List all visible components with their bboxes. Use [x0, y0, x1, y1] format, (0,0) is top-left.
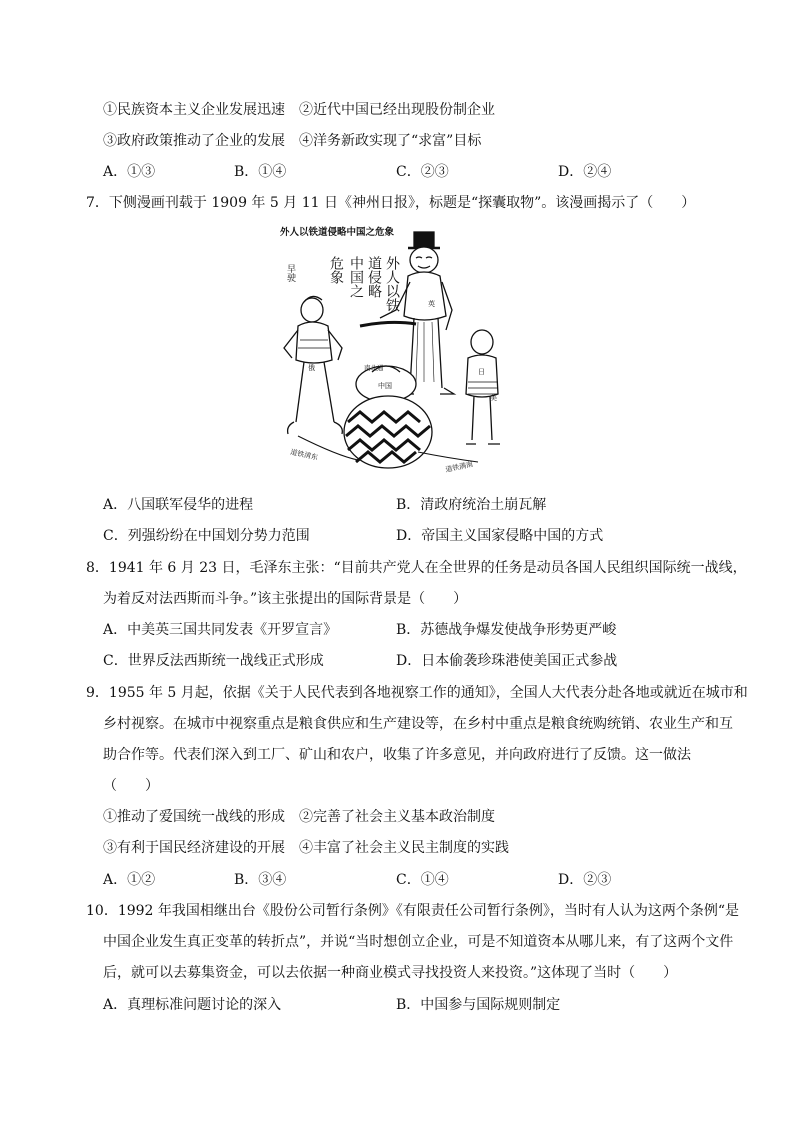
q7-option-b[interactable]: B．清政府统治土崩瓦解: [396, 497, 547, 513]
q7-stem: 7．下侧漫画刊载于 1909 年 5 月 11 日《神州日报》，标题是“探囊取物”。该漫画揭示了（ ）: [86, 195, 696, 211]
q9-option-a[interactable]: A．①②: [103, 872, 156, 888]
label-e: 俄: [308, 364, 315, 372]
q8-option-c[interactable]: C．世界反法西斯统一战线正式形成: [103, 653, 324, 669]
q9-stem-line-1: 9．1955 年 5 月起，依据《关于人民代表到各地视察工作的通知》，全国人大代表分赴各地或就近在城市和: [86, 685, 748, 701]
label-mei: 美: [490, 394, 497, 402]
q9-option-d[interactable]: D．②③: [558, 872, 612, 888]
cartoon-vertical-text-2: 道侵略: [366, 256, 382, 298]
q9-stem-line-2: 乡村视察。在城市中视察重点是粮食供应和生产建设等，在乡村中重点是粮食统购统销、农业生产和互: [103, 716, 733, 732]
q7-option-d[interactable]: D．帝国主义国家侵略中国的方式: [396, 528, 604, 544]
label-bag: 中国: [378, 382, 392, 390]
q6-statements-line-1: ①民族资本主义企业发展迅速 ②近代中国已经出现股份制企业: [103, 102, 495, 118]
q9-statements-line-2: ③有利于国民经济建设的开展 ④丰富了社会主义民主制度的实践: [103, 840, 509, 856]
q6-option-d[interactable]: D．②④: [558, 164, 612, 180]
label-ying: 英: [428, 300, 435, 308]
label-rail-1: 南北通: [364, 364, 384, 372]
cartoon-drawing: [268, 222, 512, 484]
q8-stem-line-2: 为着反对法西斯而斗争。”该主张提出的国际背景是（ ）: [103, 591, 468, 607]
q6-statements-line-2: ③政府政策推动了企业的发展 ④洋务新政实现了“求富”目标: [103, 133, 482, 149]
label-rail-2: 道铁清东: [289, 448, 319, 462]
q8-option-a[interactable]: A．中美英三国共同发表《开罗宣言》: [103, 622, 338, 638]
label-ri: 日: [478, 368, 485, 376]
q9-option-b[interactable]: B．③④: [234, 872, 287, 888]
cartoon-caption: 外人以铁道侵略中国之危象: [280, 227, 395, 238]
label-rail-3: 道铁满南: [444, 460, 474, 474]
q10-stem-line-3: 后，就可以去募集资金，可以去依据一种商业模式寻找投资人来投资。”这体现了当时（ ）: [103, 965, 678, 981]
cartoon-vertical-text-4: 危象: [328, 256, 344, 284]
q9-statements-line-1: ①推动了爱国统一战线的形成 ②完善了社会主义基本政治制度: [103, 809, 495, 825]
q10-option-b[interactable]: B．中国参与国际规则制定: [396, 997, 561, 1013]
cartoon-vertical-text-3: 中国之: [348, 256, 364, 298]
q6-option-c[interactable]: C．②③: [396, 164, 449, 180]
q9-stem-line-3: 助合作等。代表们深入到工厂、矿山和农户，收集了许多意见，并向政府进行了反馈。这一做法: [103, 747, 691, 763]
q7-option-a[interactable]: A．八国联军侵华的进程: [103, 497, 254, 513]
q8-stem-line-1: 8．1941 年 6 月 23 日，毛泽东主张：“目前共产党人在全世界的任务是动员各国人民组织国际统一战线，: [86, 560, 747, 576]
q6-option-a[interactable]: A．①③: [103, 164, 156, 180]
q10-stem-line-1: 10．1992 年我国相继出台《股份公司暂行条例》《有限责任公司暂行条例》，当时有人认为这两个条例“是: [86, 903, 740, 919]
q10-option-a[interactable]: A．真理标准问题讨论的深入: [103, 997, 282, 1013]
q8-option-b[interactable]: B．苏德战争爆发使战争形势更严峻: [396, 622, 617, 638]
q8-option-d[interactable]: D．日本偷袭珍珠港使美国正式参战: [396, 653, 618, 669]
cartoon-vertical-text-5: 早驶: [285, 264, 295, 282]
cartoon-image: [268, 222, 512, 484]
q7-option-c[interactable]: C．列强纷纷在中国划分势力范围: [103, 528, 310, 544]
q10-stem-line-2: 中国企业发生真正变革的转折点”，并说“当时想创立企业，可是不知道资本从哪儿来，有了这两个文件: [103, 934, 734, 950]
q6-option-b[interactable]: B．①④: [234, 164, 287, 180]
cartoon-vertical-text-1: 外人以铁: [384, 256, 400, 312]
q9-option-c[interactable]: C．①④: [396, 872, 449, 888]
q9-stem-line-4: （ ）: [103, 778, 159, 794]
